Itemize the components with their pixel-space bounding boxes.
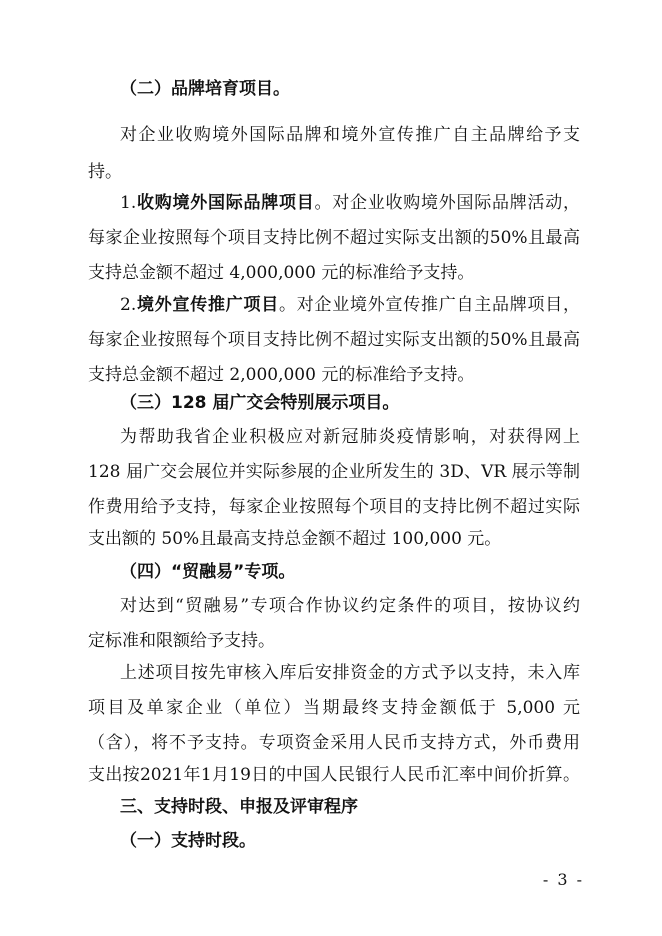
page-number: - 3 -: [542, 870, 584, 889]
item-2-rest: 。对企业境外宣传推广自主品牌项目，: [279, 295, 581, 315]
summary-line-4: 支出按2021年1月19日的中国人民银行人民币汇率中间价折算。: [88, 765, 580, 785]
item-2-line-2: 每家企业按照每个项目支持比例不超过实际支出额的50%且最高: [88, 330, 580, 350]
item-2-number: 2.: [120, 295, 137, 315]
item-2-title: 境外宣传推广项目: [136, 295, 279, 315]
canton-line-3: 作费用给予支持，每家企业按照每个项目的支持比例不超过实际: [88, 497, 580, 517]
item-1-number: 1.: [120, 193, 137, 213]
item-2-line-3: 支持总金额不超过 2,000,000 元的标准给予支持。: [88, 365, 475, 385]
heading-section-3: 三、支持时段、申报及评审程序: [120, 797, 358, 817]
item-1-title: 收购境外国际品牌项目: [136, 193, 315, 213]
trade-line-2: 定标准和限额给予支持。: [88, 631, 275, 651]
canton-line-4: 支出额的 50%且最高支持总金额不超过 100,000 元。: [88, 529, 502, 549]
paragraph-brand-intro-line-1: 对企业收购境外国际品牌和境外宣传推广自主品牌给予支: [120, 125, 580, 145]
item-1-rest: 。对企业收购境外国际品牌活动，: [314, 193, 581, 213]
canton-line-1: 为帮助我省企业积极应对新冠肺炎疫情影响，对获得网上: [120, 427, 580, 447]
item-2-line-1: [120, 288, 580, 322]
item-1-line-2: 每家企业按照每个项目支持比例不超过实际支出额的50%且最高: [88, 228, 580, 248]
heading-trade-finance: （四）“贸融易”专项。: [120, 562, 296, 582]
heading-support-period: （一）支持时段。: [120, 831, 256, 851]
summary-line-3: （含），将不予支持。专项资金采用人民币支持方式，外币费用: [88, 733, 580, 753]
summary-line-1: 上述项目按先审核入库后安排资金的方式予以支持，未入库: [120, 663, 580, 683]
heading-brand: （二）品牌培育项目。: [120, 79, 290, 99]
summary-line-2: 项目及单家企业（单位）当期最终支持金额低于 5,000 元: [88, 698, 580, 718]
paragraph-brand-intro-line-2: 持。: [88, 162, 122, 182]
trade-line-1: 对达到“贸融易”专项合作协议约定条件的项目，按协议约: [120, 596, 580, 616]
canton-line-2: 128 届广交会展位并实际参展的企业所发生的 3D、VR 展示等制: [88, 462, 580, 482]
heading-canton-fair: （三）128 届广交会特别展示项目。: [120, 393, 400, 413]
item-1-line-1: [120, 186, 580, 220]
item-1-line-3: 支持总金额不超过 4,000,000 元的标准给予支持。: [88, 263, 475, 283]
